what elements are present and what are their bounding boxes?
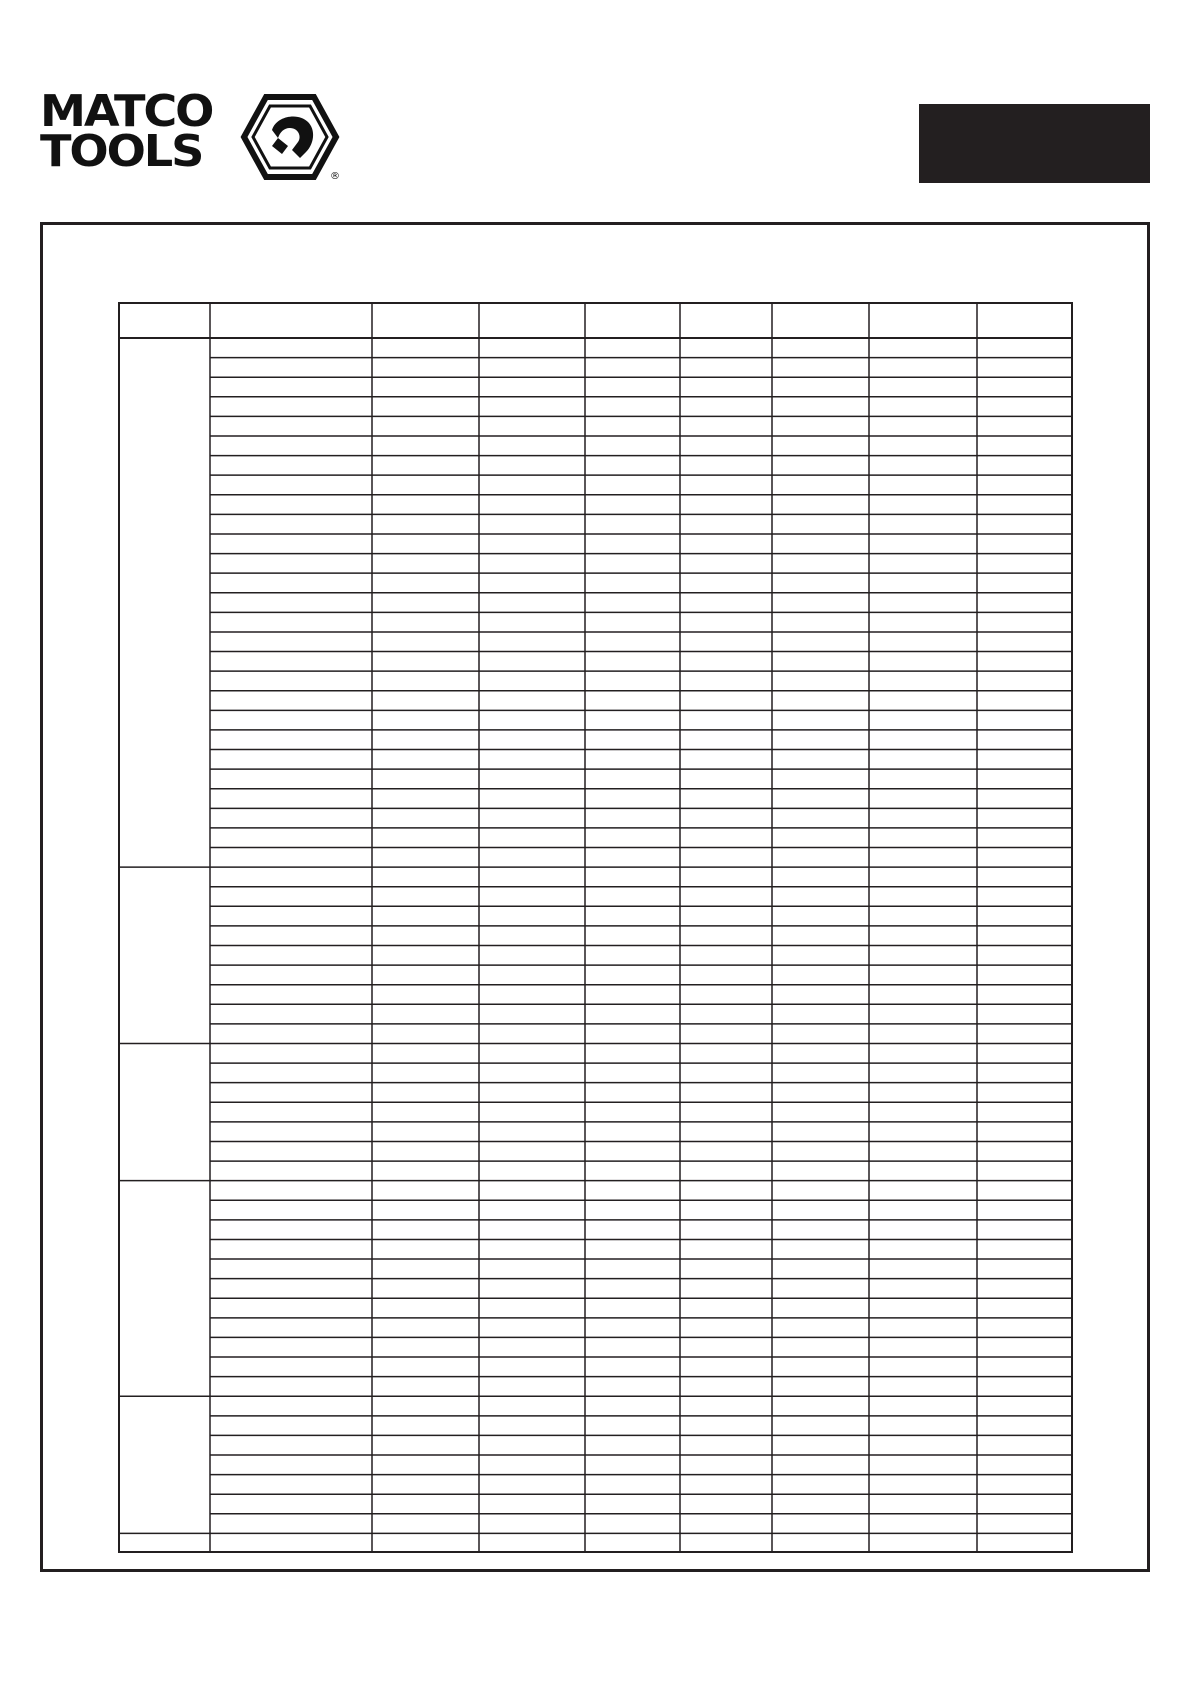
- logo-line-tools: TOOLS: [40, 126, 203, 177]
- hex-wrench-logo-icon: [242, 94, 338, 180]
- blank-spec-table: [118, 302, 1073, 1553]
- registered-mark: ®: [330, 171, 340, 182]
- logo-line-matco: MATCO: [40, 86, 213, 137]
- header-label-box: [919, 104, 1150, 183]
- table-border: [119, 303, 1072, 1552]
- matco-tools-logo: [40, 86, 350, 184]
- logo-wordmark: [40, 86, 213, 177]
